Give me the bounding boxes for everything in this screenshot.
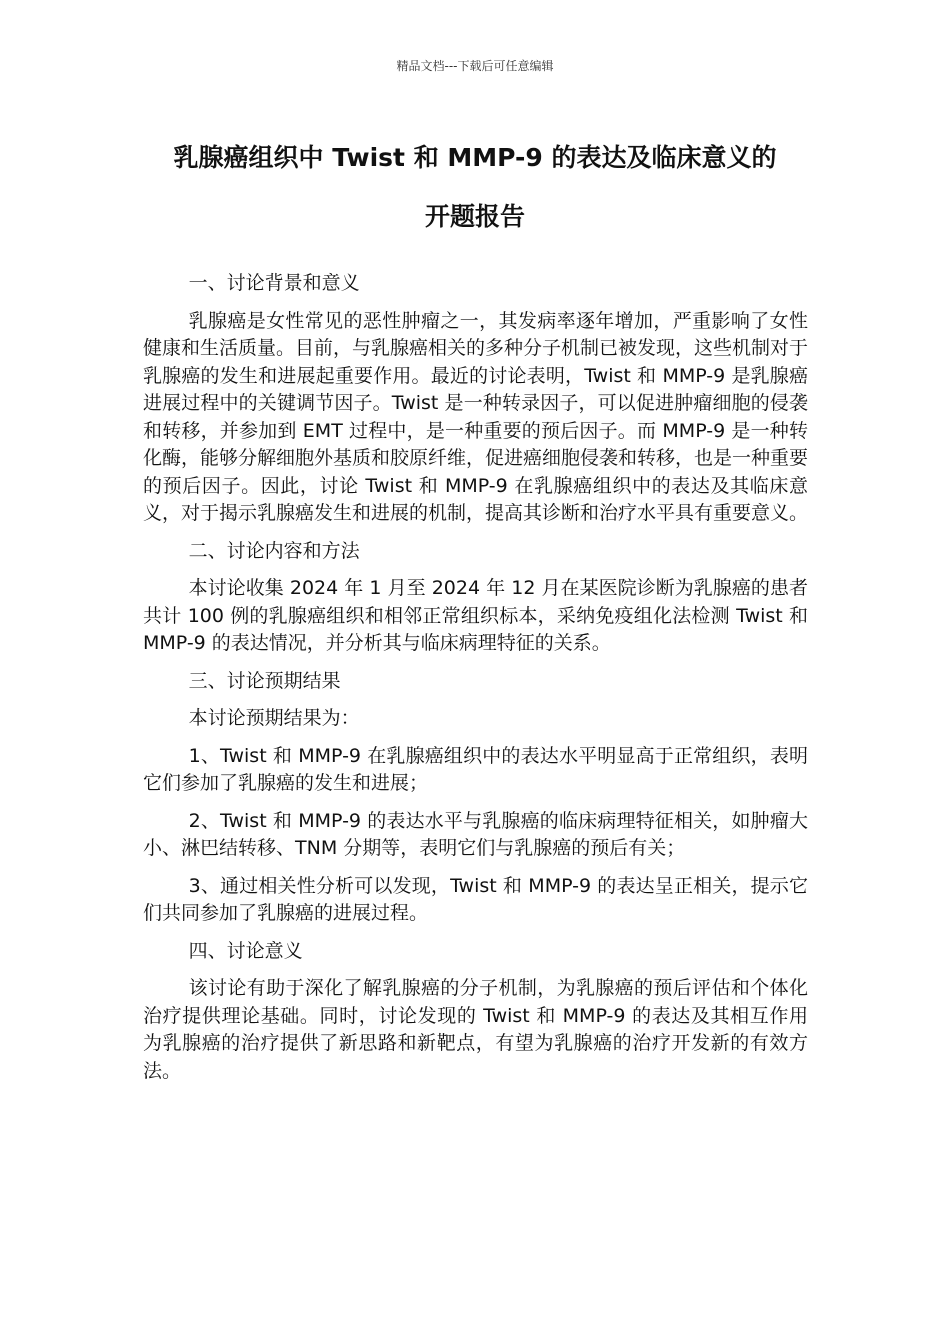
section-heading-expected-results: 三、讨论预期结果 <box>188 669 341 692</box>
section-heading-methods: 二、讨论内容和方法 <box>188 539 360 562</box>
expected-result-item-3: 3、通过相关性分析可以发现，Twist 和 MMP-9 的表达呈正相关，提示它们共同参加了乳腺癌的进展过程。 <box>143 874 808 924</box>
expected-result-item-1: 1、Twist 和 MMP-9 在乳腺癌组织中的表达水平明显高于正常组织，表明它们参加了乳腺癌的发生和进展； <box>143 744 808 794</box>
expected-result-item-2: 2、Twist 和 MMP-9 的表达水平与乳腺癌的临床病理特征相关，如肿瘤大小、淋巴结转移、TNM 分期等，表明它们与乳腺癌的预后有关； <box>143 809 808 859</box>
page-header-note: 精品文档---下载后可任意编辑 <box>396 59 554 73</box>
section-heading-significance: 四、讨论意义 <box>188 939 303 962</box>
section-heading-background: 一、讨论背景和意义 <box>188 272 360 294</box>
paragraph-significance: 该讨论有助于深化了解乳腺癌的分子机制，为乳腺癌的预后评估和个体化治疗提供理论基础。同时，讨论发现的 Twist 和 MMP-9 的表达及其相互作用为乳腺癌的治疗提供了新思路和新靶点，有望为乳腺癌的治疗开发新的有效方法。 <box>143 977 808 1082</box>
document-title-line-1: 乳腺癌组织中 Twist 和 MMP-9 的表达及临床意义的 <box>173 143 777 172</box>
paragraph-methods: 本讨论收集 2024 年 1 月至 2024 年 12 月在某医院诊断为乳腺癌的患者共计 100 例的乳腺癌组织和相邻正常组织标本，采纳免疫组化法检测 Twist 和 MMP-9 的表达情况，并分析其与临床病理特征的关系。 <box>143 577 808 654</box>
document-body <box>143 270 808 1095</box>
paragraph-expected-intro: 本讨论预期结果为： <box>188 707 360 729</box>
paragraph-background: 乳腺癌是女性常见的恶性肿瘤之一，其发病率逐年增加，严重影响了女性健康和生活质量。目前，与乳腺癌相关的多种分子机制已被发现，这些机制对于乳腺癌的发生和进展起重要作用。最近的讨论表明，Twist 和 MMP-9 是乳腺癌进展过程中的关键调节因子。Twist 是一种转录因子，可以促进肿瘤细胞的侵袭和转移，并参加到 EMT 过程中，是一种重要的预后因子。而 MMP-9 是一种转化酶，能够分解细胞外基质和胶原纤维，促进癌细胞侵袭和转移，也是一种重要的预后因子。因此，讨论 Twist 和 MMP-9 在乳腺癌组织中的表达及其临床意义，对于揭示乳腺癌发生和进展的机制，提高其诊断和治疗水平具有重要意义。 <box>143 309 809 524</box>
document-title-line-2: 开题报告 <box>424 202 525 231</box>
